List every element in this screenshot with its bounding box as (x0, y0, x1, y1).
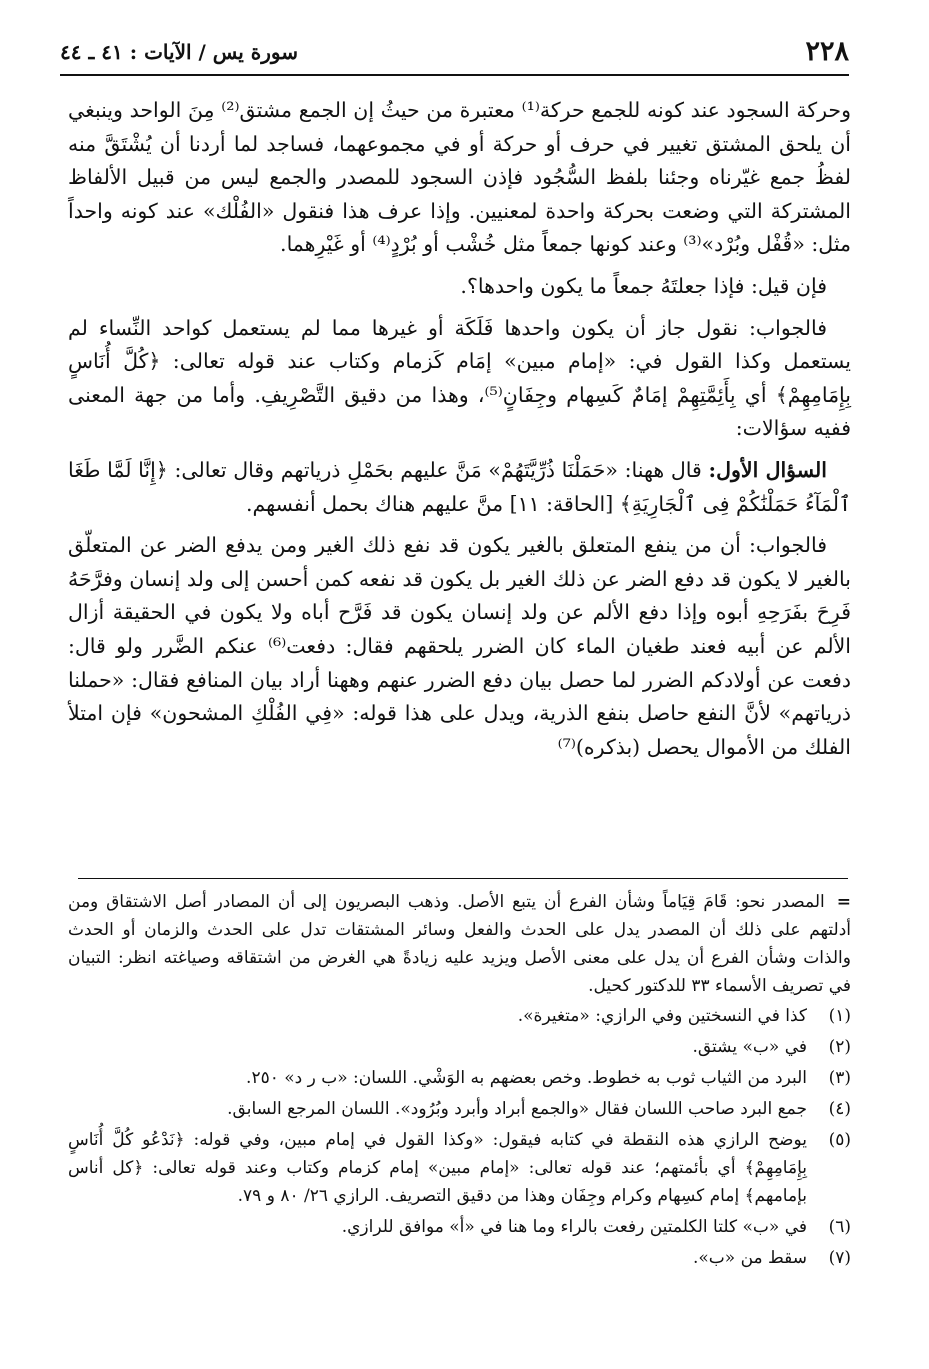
footnote (68, 1126, 851, 1210)
header-rule (60, 74, 849, 76)
footnote (68, 1002, 851, 1030)
footnote-number: (٣) (828, 1068, 851, 1088)
footnote-number: (٦) (828, 1217, 851, 1237)
question-1-label: السؤال الأول: (708, 457, 827, 482)
question-1-text: قال ههنا: «حَمَلْنَا ذُرِّيَّتَهُمْ» مَنَّ عليهم بحَمْلِ ذرياتهم وقال تعالى: ﴿إِنَّا لَمَّا طَغَا ٱلْمَآءُ حَمَلْنَٰكُمْ فِى ٱلْجَارِيَةِ﴾ [الحاقة: ١١] منَّ عليهم هناك بحمل أنفسهم. (68, 457, 851, 516)
footnote-number: (٥) (828, 1130, 851, 1150)
footnote-text: سقط من «ب». (692, 1248, 807, 1268)
footnote-text: في «ب» يشتق. (692, 1037, 807, 1057)
page-number: ٢٢٨ (805, 36, 849, 67)
footnotes (68, 888, 851, 1275)
footnote-text: في «ب» كلتا الكلمتين رفعت بالراء وما هنا في «أ» موافق للرازي. (341, 1217, 807, 1237)
footnote-divider (78, 878, 848, 879)
footnote-number: (٧) (828, 1248, 851, 1268)
footnote (68, 1244, 851, 1272)
question-1 (68, 454, 851, 521)
continuation-mark: = (836, 892, 851, 912)
continuation-text: المصدر نحو: قَامَ قِيَاماً وشأن الفرع أن يتبع الأصل. وذهب البصريون إلى أن المصادر أصل الاشتقاق ومن أدلتهم على ذلك أن المصدر يدل على الحدث والفعل وسائر المشتقات تدل على الحدث والزمان أو الحدث والذات وشأن الفرع أن يدل على معنى الأصل ويزيد عليه زيادةً هي الغرض من اشتقاقه وصياغته انظر: التبيان في تصريف الأسماء ٣٣ للدكتور كحيل. (68, 892, 851, 996)
footnote-text: يوضح الرازي هذه النقطة في كتابه فيقول: «وكذا القول في إمام مبين، وفي قوله: ﴿نَدْعُو كُلَّ أُنَاسٍ بِإِمَامِهِمْ﴾ أي بأئمتهم؛ عند قوله تعالى: «إمام مبين» إمام كزمام وكتاب وعند قوله تعالى: ﴿كل أناس بإمامهم﴾ إمام كسِهام وكرام وجِفَان وهذا من دقيق التصريف. الرازي ٢٦/ ٨٠ و ٧٩. (68, 1130, 807, 1206)
footnote (68, 1064, 851, 1092)
footnote-text: البرد من الثياب ثوب به خطوط. وخص بعضهم به الوَشْي. اللسان: «ب ر د» ٢٥٠. (246, 1068, 807, 1088)
paragraph-4: فالجواب: أن من ينفع المتعلق بالغير يكون قد نفع ذلك الغير ومن يدفع الضر عن المتعلّق بالغير لا يكون قد دفع الضر عن ذلك الغير بل يكون قد نفعه كمن أحسن إلى ولد إنسان وفرَّحَهُ فَرِحَ بفَرَحِهِ أبوه وإذا دفع الألم عن ولد إنسان يكون قد فَرَّح أباه ولا يكون في الحقيقة أزال الألم عن أبيه فعند طغيان الماء كان الضرر يلحقهم فقال: دفعت⁽⁶⁾ عنكم الضَّرر ولو قال: دفعت عن أولادكم الضرر لما حصل بيان دفع الضرر عنهم وههنا أراد بيان المنافع فقال: «حملنا ذرياتهم» لأنَّ النفع حاصل بنفع الذرية، ويدل على هذا قوله: «فِي الفُلْكِ المشحون» فإن امتلأ الفلك من الأموال يحصل (بذكره)⁽⁷⁾ (68, 533, 851, 759)
main-text (68, 94, 851, 772)
page-header (60, 34, 849, 74)
footnote-continuation (68, 888, 851, 1000)
footnote-text: كذا في النسختين وفي الرازي: «متغيرة». (517, 1006, 807, 1026)
paragraph-3: فالجواب: نقول جاز أن يكون واحدها فَلَكَة أو غيرها مما لم يستعمل كواحد النِّساء لم يستعمل وكذا القول في: «إمام مبين» إمَام كَزمام وكتاب عند قوله تعالى: ﴿كُلَّ أُنَاسٍ بِإِمَامِهِمْ﴾ أي بِأَئِمَّتِهِمْ إمَامٌ كَسِهام وجِفَانٍ⁽⁵⁾، وهذا من دقيق التَّصْرِيفِ. وأما من جهة المعنى ففيه سؤالات: (68, 315, 852, 441)
footnote-number: (٢) (828, 1037, 851, 1057)
footnote (68, 1213, 851, 1241)
paragraph-1: وحركة السجود عند كونه للجمع حركة⁽¹⁾ معتبرة من حيثُ إن الجمع مشتق⁽²⁾ مِنَ الواحد وينبغي أن يلحق المشتق تغيير في حرف أو حركة أو في مجموعهما، فساجد لما أردنا أن يُشْتَقَّ منه لفظُ جمع غيّرناه وجئنا بلفظ السُّجُود فإذن السجود للمصدر والجمع ليس من قبيل الألفاظ المشتركة التي وضعت بحركة واحدة لمعنيين. وإذا عرف هذا فنقول «الفُلْك» عند كونه واحداً مثل: «قُفْل وبُرْد»⁽³⁾ وعند كونها جمعاً مثل خُشْب أو بُرْدٍ⁽⁴⁾ أو غَيْرِهما. (68, 98, 851, 257)
running-title: سورة يس / الآيات : ٤١ ـ ٤٤ (60, 40, 299, 64)
footnote (68, 1095, 851, 1123)
footnote-number: (٤) (828, 1099, 851, 1119)
footnote (68, 1033, 851, 1061)
footnote-text: جمع البرد صاحب اللسان فقال «والجمع أبراد وأبرد وبُرُود». اللسان المرجع السابق. (227, 1099, 807, 1119)
footnote-number: (١) (828, 1006, 851, 1026)
paragraph-2: فإن قيل: فإذا جعلتَهُ جمعاً ما يكون واحدها؟. (460, 273, 827, 298)
